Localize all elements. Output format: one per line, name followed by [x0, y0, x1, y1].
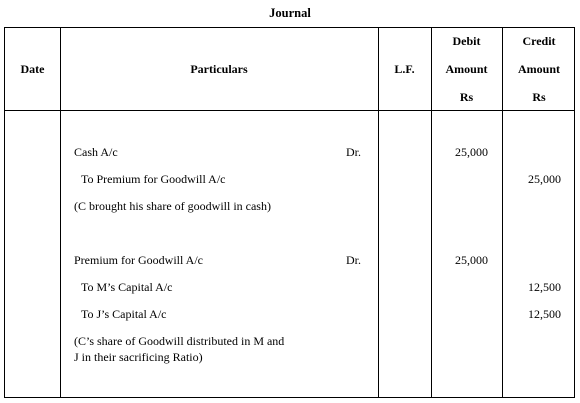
header-lf: L.F.	[394, 62, 415, 76]
debit-account: Cash A/c	[74, 145, 118, 159]
header-credit-2: Amount	[517, 62, 560, 76]
debit-amount: 25,000	[455, 253, 488, 267]
debit-account: Premium for Goodwill A/c	[74, 253, 203, 267]
narration: (C’s share of Goodwill distributed in M and	[74, 334, 285, 348]
header-date: Date	[20, 62, 45, 76]
credit-amount: 25,000	[528, 172, 561, 186]
narration: J in their sacrificing Ratio)	[74, 350, 203, 364]
header-divider	[5, 110, 574, 111]
credit-amount: 12,500	[528, 280, 561, 294]
journal-table	[4, 27, 575, 398]
narration: (C brought his share of goodwill in cash)	[74, 199, 271, 213]
column-divider	[431, 28, 432, 397]
header-debit-2: Amount	[445, 62, 488, 76]
journal-title: Journal	[269, 6, 311, 20]
dr-marker: Dr.	[346, 145, 361, 159]
credit-account: To M’s Capital A/c	[81, 280, 173, 294]
dr-marker: Dr.	[346, 253, 361, 267]
column-divider	[60, 28, 61, 397]
header-particulars: Particulars	[190, 62, 248, 76]
credit-account: To Premium for Goodwill A/c	[81, 172, 226, 186]
column-divider	[378, 28, 379, 397]
header-credit-1: Credit	[522, 34, 556, 48]
debit-amount: 25,000	[455, 145, 488, 159]
header-debit-1: Debit	[452, 34, 481, 48]
credit-account: To J’s Capital A/c	[81, 307, 167, 321]
credit-amount: 12,500	[528, 307, 561, 321]
header-debit-3: Rs	[459, 90, 474, 104]
column-divider	[502, 28, 503, 397]
header-credit-3: Rs	[532, 90, 546, 104]
